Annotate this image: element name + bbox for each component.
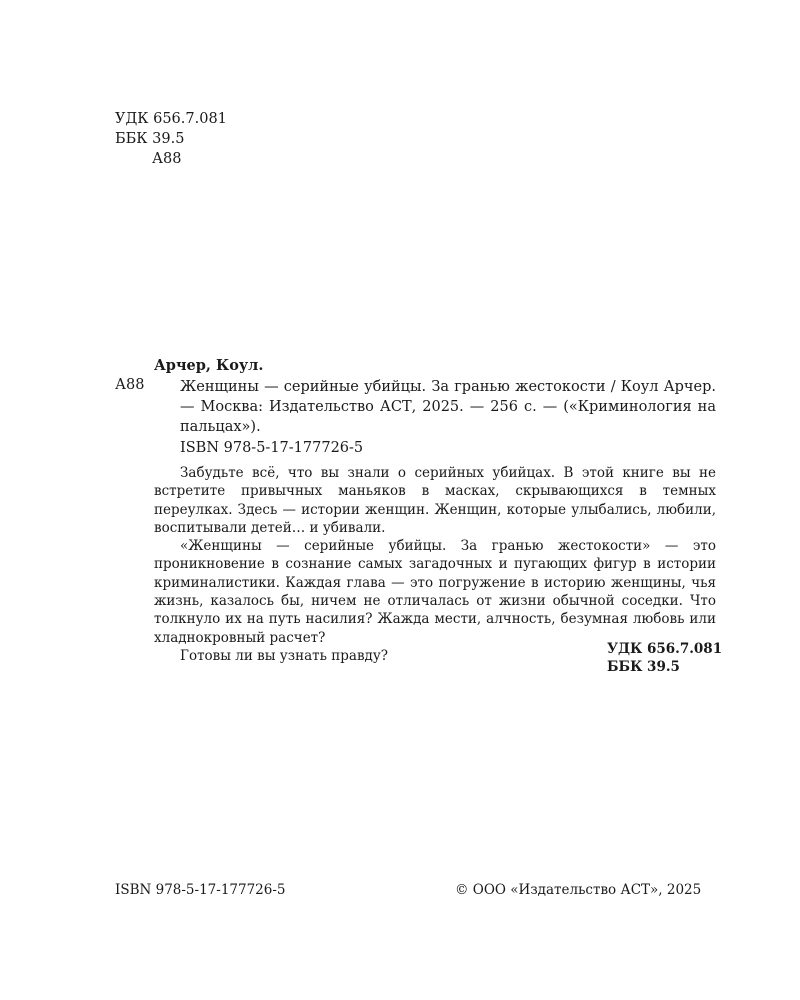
author-sign: А88 xyxy=(115,377,145,393)
author-sign-top: А88 xyxy=(152,151,182,167)
footer-isbn: ISBN 978-5-17-177726-5 xyxy=(115,882,286,898)
annotation-udk: УДК 656.7.081 xyxy=(607,641,723,657)
annotation-paragraph: Забудьте всё, что вы знали о серийных убийцах. В этой книге вы не встретите привычных маньяков в масках, скрывающихся в темных переулках. Здесь — истории женщин. Женщин, которые улыбались, любили, воспитывали детей… и убивали. xyxy=(154,465,716,536)
bibliographic-description: Женщины — серийные убийцы. За гранью жестокости / Коул Арчер. — Москва: Издательство АСТ, 2025. — 256 с. — («Криминология на пальцах»). xyxy=(180,379,716,435)
annotation-paragraph: Готовы ли вы узнать правду? xyxy=(180,647,389,664)
isbn-record: ISBN 978-5-17-177726-5 xyxy=(180,440,364,456)
author-heading: Арчер, Коул. xyxy=(154,357,264,374)
annotation-paragraph: «Женщины — серийные убийцы. За гранью жестокости» — это проникновение в сознание самых загадочных и пугающих фигур в истории криминалистики. Каждая глава — это погружение в историю женщины, чья жизнь, казалось бы, ничем не отличалась от жизни обычной соседки. Что толкнуло их на путь насилия? Жажда мести, алчность, безумная любовь или хладнокровный расчет? xyxy=(154,538,716,646)
copyright: © ООО «Издательство АСТ», 2025 xyxy=(455,882,702,898)
udk-code: УДК 656.7.081 xyxy=(115,111,227,127)
annotation-bbk: ББК 39.5 xyxy=(607,659,680,675)
bbk-code: ББК 39.5 xyxy=(115,131,185,147)
annotation xyxy=(154,464,716,665)
